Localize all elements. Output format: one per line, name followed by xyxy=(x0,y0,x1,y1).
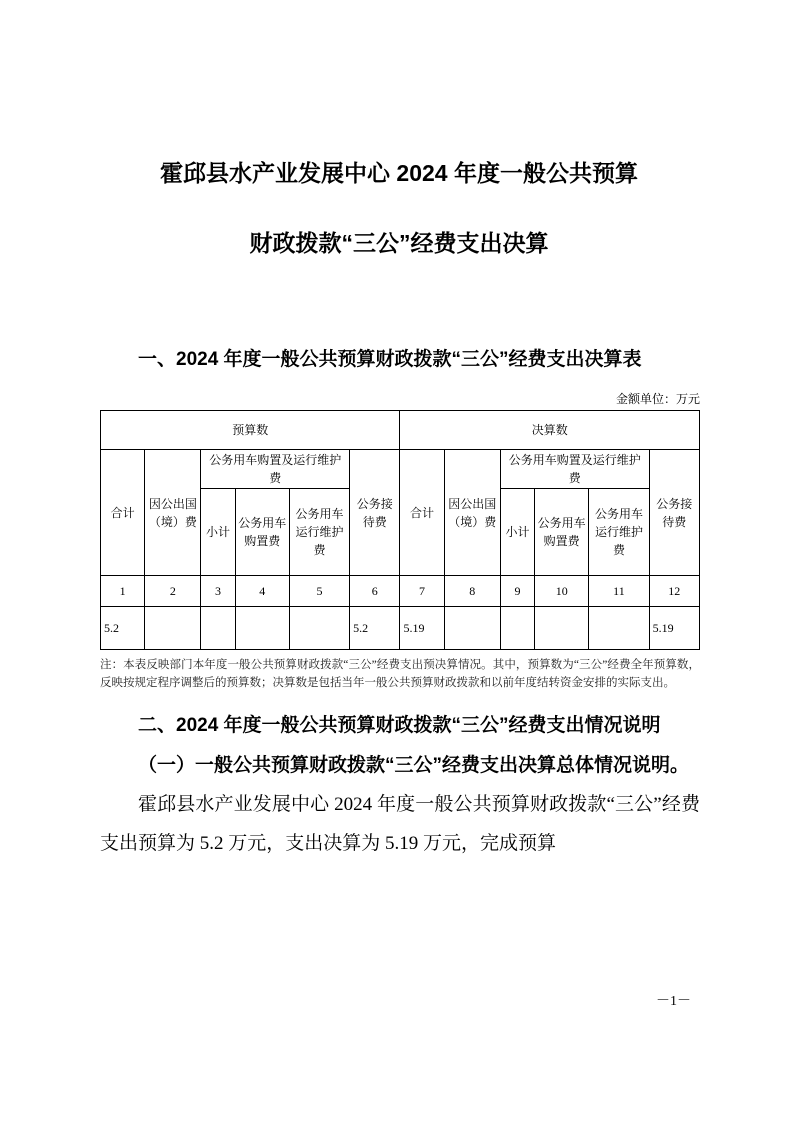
col-index-2: 2 xyxy=(145,576,201,607)
col-index-6: 6 xyxy=(350,576,400,607)
table-data-row xyxy=(101,607,700,650)
col-index-11: 11 xyxy=(589,576,649,607)
col-index-3: 3 xyxy=(201,576,235,607)
budget-abroad-value xyxy=(145,607,201,650)
sangong-expense-table xyxy=(100,410,700,650)
col-index-4: 4 xyxy=(235,576,289,607)
amount-unit-note: 金额单位：万元 xyxy=(615,392,700,406)
section2-sub1-heading: （一）一般公共预算财政拨款“三公”经费支出决算总体情况说明。 xyxy=(138,755,690,776)
final-purchase-value xyxy=(535,607,589,650)
final-subtotal-header: 小计 xyxy=(500,489,534,576)
budget-abroad-header: 因公出国（境）费 xyxy=(145,450,201,576)
col-index-9: 9 xyxy=(500,576,534,607)
col-index-7: 7 xyxy=(400,576,444,607)
final-purchase-header: 公务用车购置费 xyxy=(535,489,589,576)
table-header-row-upper xyxy=(101,450,700,489)
budget-reception-value: 5.2 xyxy=(350,607,400,650)
final-group-header: 决算数 xyxy=(400,411,700,450)
budget-maintenance-header: 公务用车运行维护费 xyxy=(289,489,349,576)
col-index-10: 10 xyxy=(535,576,589,607)
section2-heading: 二、2024 年度一般公共预算财政拨款“三公”经费支出情况说明 xyxy=(138,715,661,736)
table-footnote: 注：本表反映部门本年度一般公共预算财政拨款“三公”经费支出预决算情况。其中，预算数为“三公”经费全年预算数，反映按规定程序调整后的预算数；决算数是包括当年一般公共预算财政拨款和以前年度结转资金安排的实际支出。 xyxy=(100,659,700,689)
final-vehicle-group-header: 公务用车购置及运行维护费 xyxy=(500,450,649,489)
document-title-line1: 霍邱县水产业发展中心 2024 年度一般公共预算 xyxy=(160,160,638,186)
budget-purchase-value xyxy=(235,607,289,650)
final-subtotal-value xyxy=(500,607,534,650)
final-total-header: 合计 xyxy=(400,450,444,576)
document-title xyxy=(95,138,703,278)
final-total-value: 5.19 xyxy=(400,607,444,650)
section2-paragraph1: 霍邱县水产业发展中心 2024 年度一般公共预算财政拨款“三公”经费支出预算为 5.2 万元，支出决算为 5.19 万元，完成预算 xyxy=(100,794,700,854)
col-index-5: 5 xyxy=(289,576,349,607)
final-maintenance-header: 公务用车运行维护费 xyxy=(589,489,649,576)
table-column-index-row xyxy=(101,576,700,607)
budget-total-header: 合计 xyxy=(101,450,145,576)
final-reception-header: 公务接待费 xyxy=(649,450,699,576)
table-group-header-row xyxy=(101,411,700,450)
final-maintenance-value xyxy=(589,607,649,650)
budget-subtotal-header: 小计 xyxy=(201,489,235,576)
final-abroad-header: 因公出国（境）费 xyxy=(444,450,500,576)
final-reception-value: 5.19 xyxy=(649,607,699,650)
budget-vehicle-group-header: 公务用车购置及运行维护费 xyxy=(201,450,350,489)
final-abroad-value xyxy=(444,607,500,650)
budget-subtotal-value xyxy=(201,607,235,650)
col-index-12: 12 xyxy=(649,576,699,607)
budget-group-header: 预算数 xyxy=(101,411,400,450)
col-index-1: 1 xyxy=(101,576,145,607)
page-number: －1－ xyxy=(656,994,691,1009)
document-title-line2: 财政拨款“三公”经费支出决算 xyxy=(249,230,549,256)
budget-reception-header: 公务接待费 xyxy=(350,450,400,576)
budget-purchase-header: 公务用车购置费 xyxy=(235,489,289,576)
budget-maintenance-value xyxy=(289,607,349,650)
col-index-8: 8 xyxy=(444,576,500,607)
section1-heading: 一、2024 年度一般公共预算财政拨款“三公”经费支出决算表 xyxy=(138,349,642,370)
budget-total-value: 5.2 xyxy=(101,607,145,650)
